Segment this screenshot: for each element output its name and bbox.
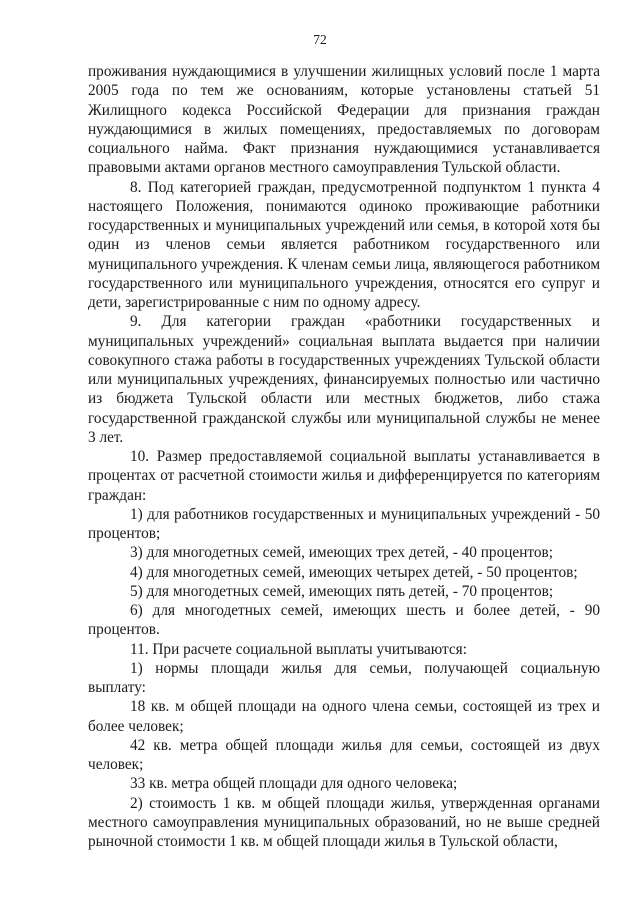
list-item-11-1: 1) нормы площади жилья для семьи, получающей социальную выплату: bbox=[88, 659, 600, 696]
page-number: 72 bbox=[313, 32, 327, 47]
paragraph-item-11: 11. При расчете социальной выплаты учитываются: bbox=[130, 640, 467, 658]
list-item-11-2: 2) стоимость 1 кв. м общей площади жилья, утвержденная органами местного самоуправления муниципальных образований, но не выше средней рыночной стоимости 1 кв. м общей площади жилья в Тульской области, bbox=[88, 794, 600, 850]
document-body bbox=[88, 62, 600, 851]
list-item-10-3: 3) для многодетных семей, имеющих трех детей, - 40 процентов; bbox=[130, 544, 553, 562]
paragraph-continuation: проживания нуждающимися в улучшении жилищных условий после 1 марта 2005 года по тем же основаниям, которые установлены статьей 51 Жилищного кодекса Российской Федерации для признания граждан нуждающимися в жилых помещениях, предоставляемых по договорам социального найма. Факт признания нуждающимися устанавливается правовыми актами органов местного самоуправления Тульской области. bbox=[88, 63, 600, 177]
norm-item-two: 42 кв. метра общей площади жилья для семьи, состоящей из двух человек; bbox=[88, 736, 600, 773]
paragraph-item-9: 9. Для категории граждан «работники государственных и муниципальных учреждений» социальная выплата выдается при наличии совокупного стажа работы в государственных учреждениях Тульской области или муниципальных учреждениях, финансируемых полностью или частично из бюджета Тульской области или местных бюджетов, либо стажа государственной гражданской службы или муниципальной службы не менее 3 лет. bbox=[88, 313, 600, 446]
list-item-10-6: 6) для многодетных семей, имеющих шесть и более детей, - 90 процентов. bbox=[88, 602, 600, 639]
list-item-10-1: 1) для работников государственных и муниципальных учреждений - 50 процентов; bbox=[88, 505, 600, 542]
list-item-10-4: 4) для многодетных семей, имеющих четырех детей, - 50 процентов; bbox=[130, 563, 578, 581]
paragraph-item-10: 10. Размер предоставляемой социальной выплаты устанавливается в процентах от расчетной стоимости жилья и дифференцируется по категориям граждан: bbox=[88, 448, 600, 504]
list-item-10-5: 5) для многодетных семей, имеющих пять детей, - 70 процентов; bbox=[130, 582, 554, 600]
norm-item-three-plus: 18 кв. м общей площади на одного члена семьи, состоящей из трех и более человек; bbox=[88, 698, 600, 735]
paragraph-item-8: 8. Под категорией граждан, предусмотренной подпунктом 1 пункта 4 настоящего Положения, понимаются одиноко проживающие работники государственных и муниципальных учреждений или семья, в которой хотя бы один из членов семьи является работником государственного или муниципального учреждения. К членам семьи лица, являющегося работником государственного или муниципального учреждения, относятся его супруг и дети, зарегистрированные с ним по одному адресу. bbox=[88, 178, 600, 311]
norm-item-one: 33 кв. метра общей площади для одного человека; bbox=[130, 775, 458, 793]
